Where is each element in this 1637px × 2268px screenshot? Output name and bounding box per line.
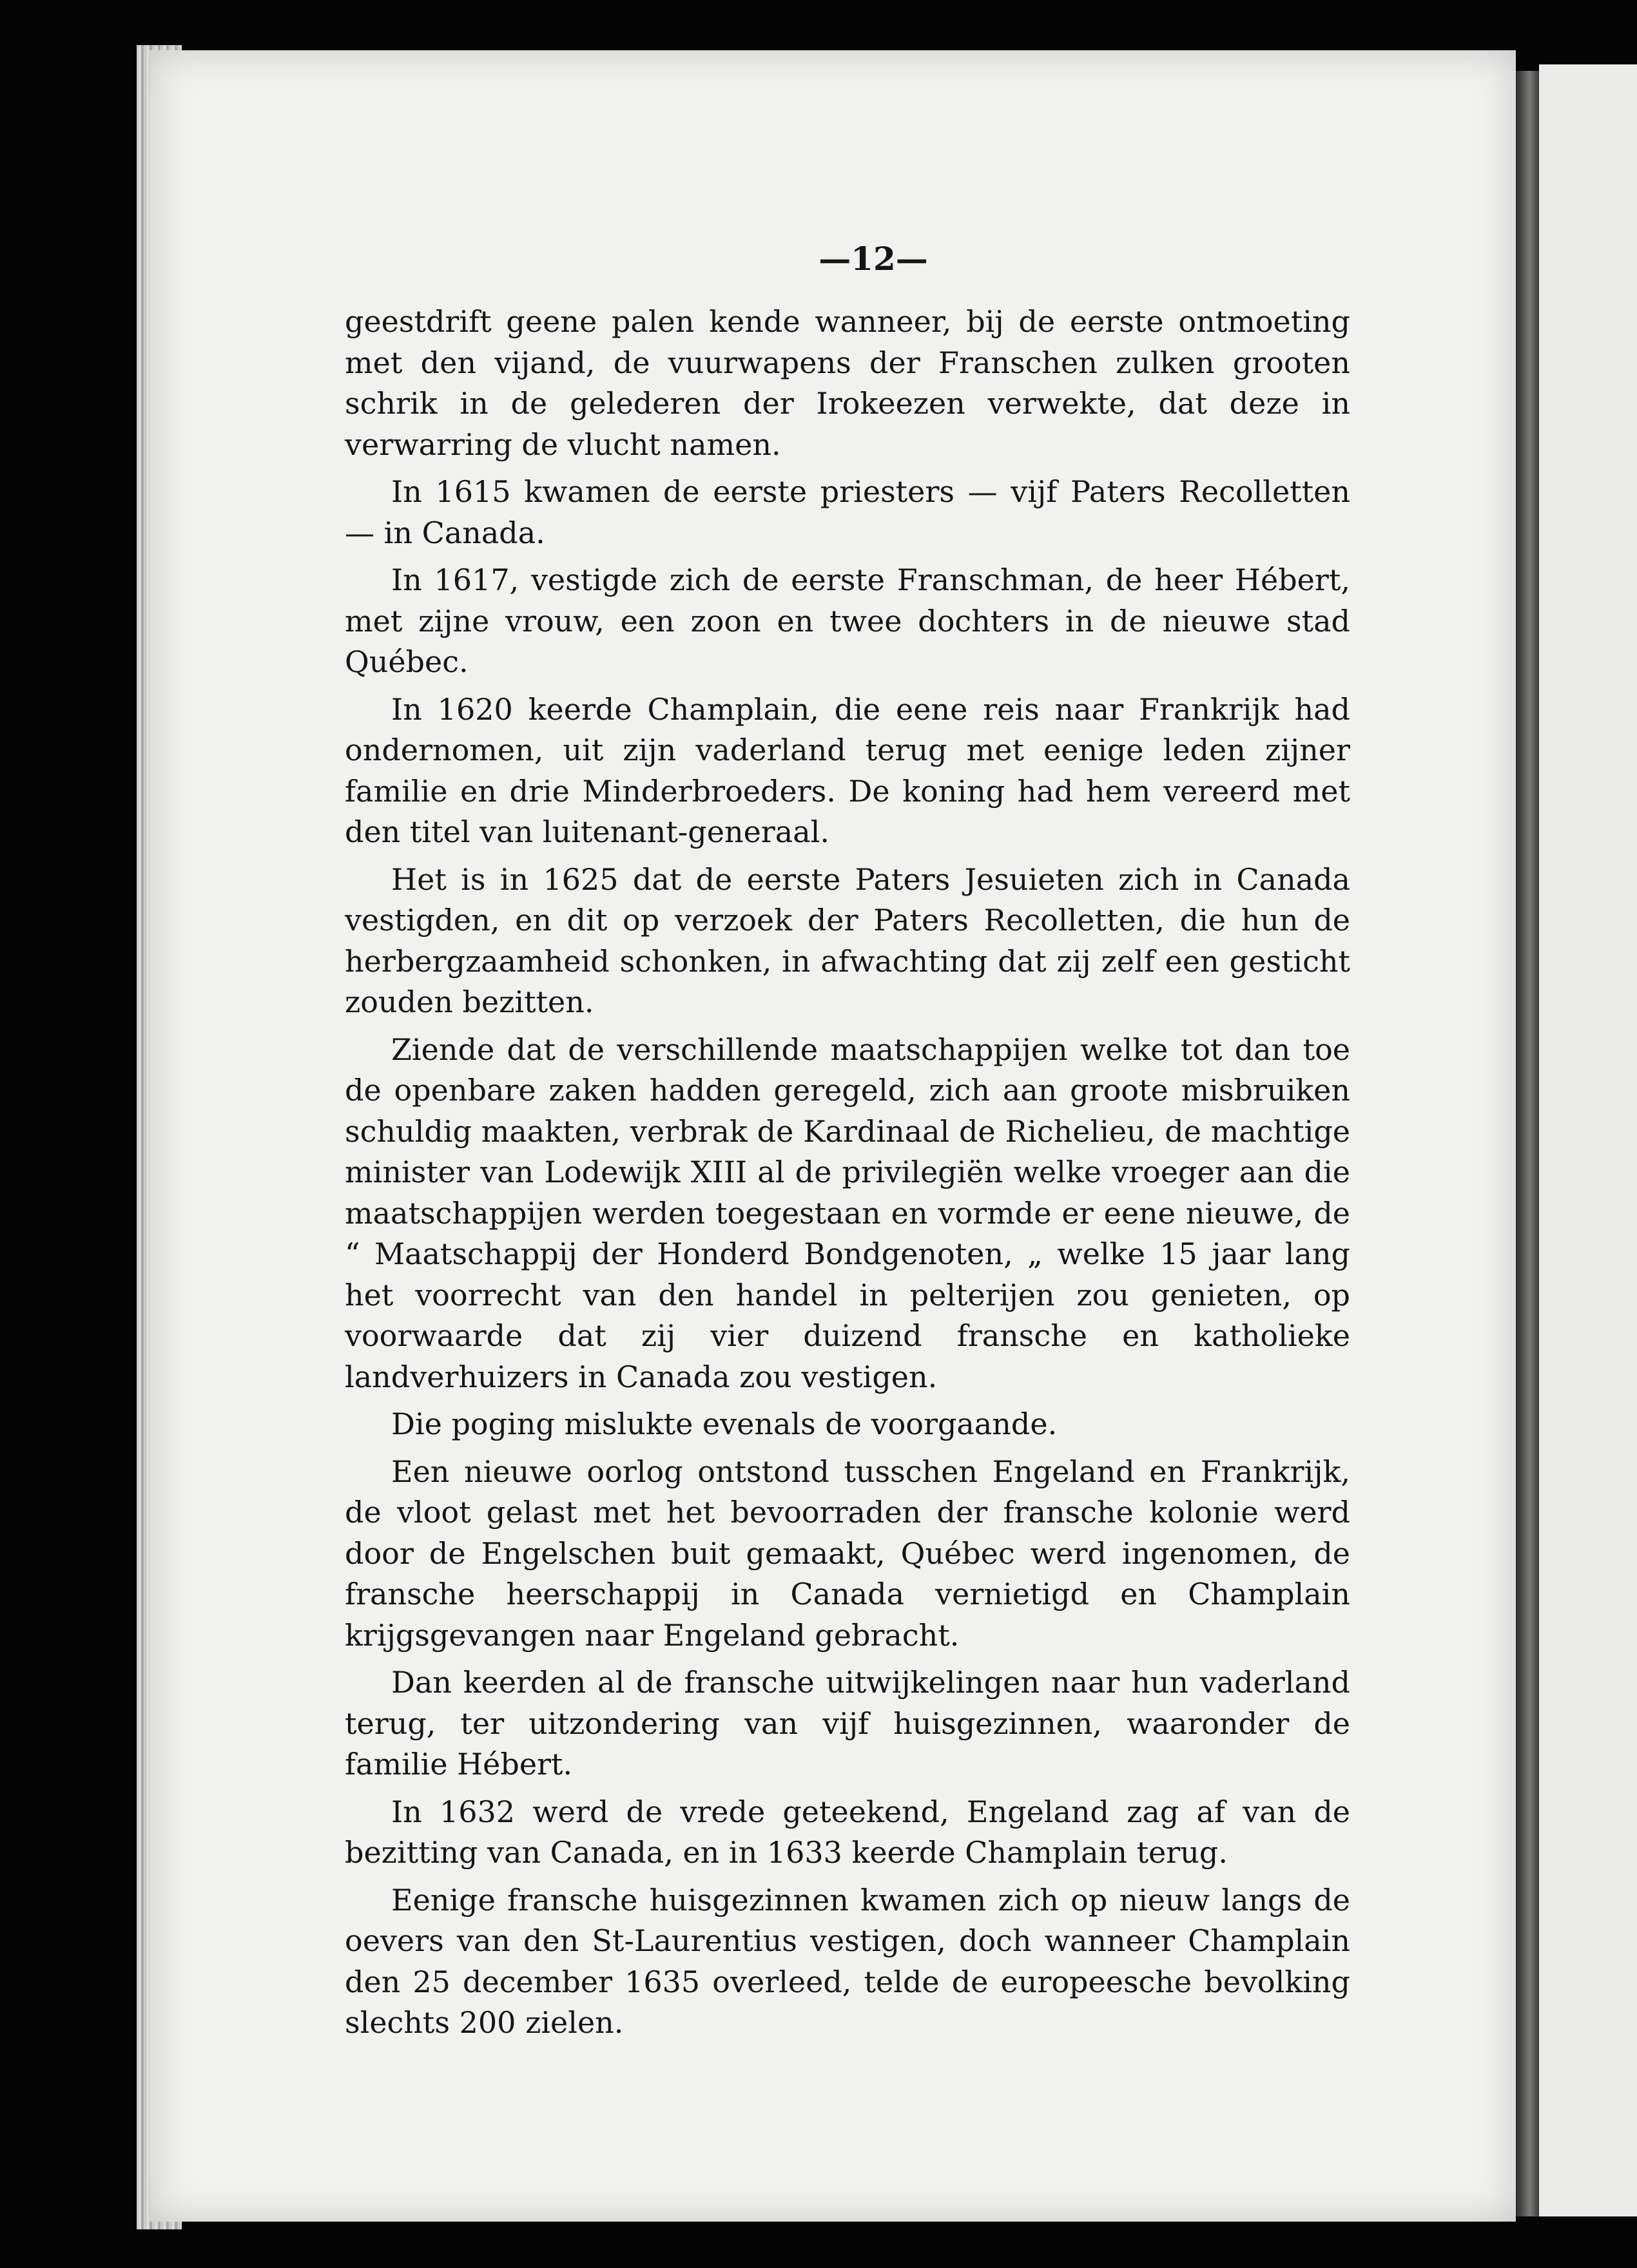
paragraph: geestdrift geene palen kende wanneer, bij de eerste ontmoeting met den vijand, de vuurwapens der Franschen zulken grooten schrik in de gelederen der Irokeezen verwekte, dat deze in verwarring de vlucht namen. (345, 304, 1350, 462)
body-text (345, 302, 1350, 2044)
paragraph: In 1617, vestigde zich de eerste Franschman, de heer Hébert, met zijne vrouw, een zoon en twee dochters in de nieuwe stad Québec. (345, 562, 1350, 679)
paragraph: Die poging mislukte evenals de voorgaande. (391, 1407, 1058, 1441)
paragraph: Ziende dat de verschillende maatschappijen welke tot dan toe de openbare zaken hadden geregeld, zich aan groote misbruiken schuldig maakten, verbrak de Kardinaal de Richelieu, de machtige minister van Lodewijk XIII al de privilegiën welke vroeger aan die maatschappijen werden toegestaan en vormde er eene nieuwe, de “ Maatschappij der Honderd Bondgenoten, „ welke 15 jaar lang het voorrecht van den handel in pelterijen zou genieten, op voorwaarde dat zij vier duizend fransche en katholieke landverhuizers in Canada zou vestigen. (345, 1032, 1350, 1394)
page-number: —12— (818, 240, 928, 278)
paragraph: In 1620 keerde Champlain, die eene reis naar Frankrijk had ondernomen, uit zijn vaderland terug met eenige leden zijner familie en drie Minderbroeders. De koning had hem vereerd met den titel van luitenant-generaal. (345, 691, 1350, 849)
paragraph: Het is in 1625 dat de eerste Paters Jesuieten zich in Canada vestigden, en dit op verzoek der Paters Recolletten, die hun de herbergzaamheid schonken, in afwachting dat zij zelf een gesticht zouden bezitten. (345, 861, 1350, 1019)
adjacent-page (1539, 64, 1637, 2216)
paragraph: In 1632 werd de vrede geteekend, Engeland zag af van de bezitting van Canada, en in 1633 keerde Champlain terug. (345, 1794, 1350, 1870)
paragraph: Een nieuwe oorlog ontstond tusschen Engeland en Frankrijk, de vloot gelast met het bevoorraden der fransche kolonie werd door de Engelschen buit gemaakt, Québec werd ingenomen, de fransche heerschappij in Canada vernietigd en Champlain krijgsgevangen naar Engeland gebracht. (345, 1454, 1350, 1653)
book-gutter-edge (1516, 71, 1539, 2216)
paragraph: In 1615 kwamen de eerste priesters — vijf Paters Recolletten — in Canada. (345, 474, 1350, 550)
paragraph: Eenige fransche huisgezinnen kwamen zich op nieuw langs de oevers van den St-Laurentius vestigen, doch wanneer Champlain den 25 december 1635 overleed, telde de europeesche bevolking slechts 200 zielen. (345, 1882, 1350, 2040)
paragraph: Dan keerden al de fransche uitwijkelingen naar hun vaderland terug, ter uitzondering van vijf huisgezinnen, waaronder de familie Hébert. (345, 1665, 1350, 1782)
